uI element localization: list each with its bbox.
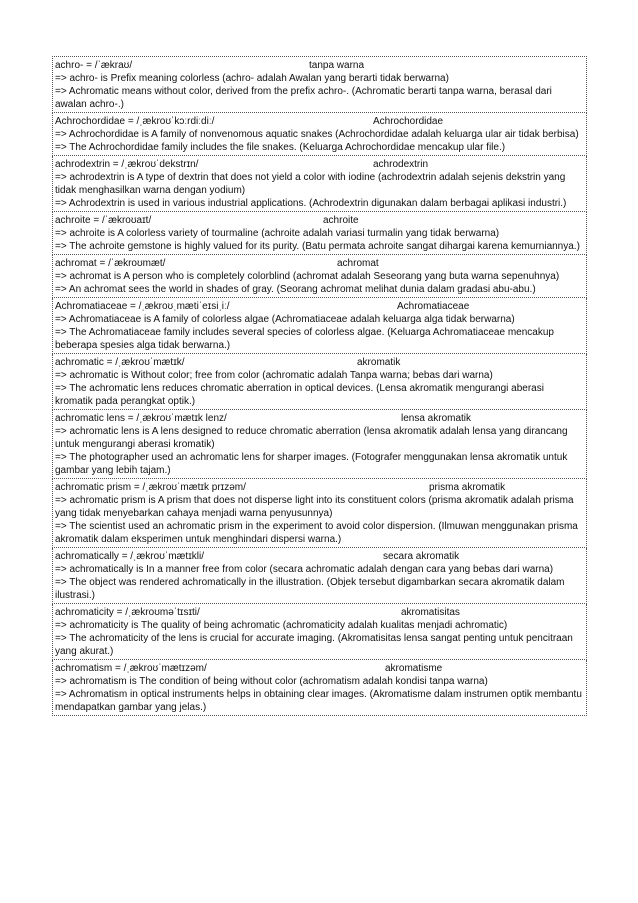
entry-example: => The achromaticity of the lens is crucial for accurate imaging. (Akromatisitas lensa sangat penting untuk pencitraan yang akurat.) — [55, 633, 573, 657]
entry-example: => The achroite gemstone is highly valued for its purity. (Batu permata achroite sangat dihargai karena kemurniannya.) — [55, 241, 580, 252]
entry-term: achromaticity = /ˌækroʊməˈtɪsɪti/ — [55, 607, 200, 618]
entry-translation: Achromatiaceae — [397, 301, 470, 312]
entry-headline — [55, 606, 584, 619]
entry-example: => Achromatic means without color, derived from the prefix achro-. (Achromatic berarti tanpa warna, berasal dari awalan achro-.) — [55, 86, 552, 110]
entry-headline — [55, 356, 584, 369]
dictionary-entry — [52, 604, 587, 660]
entry-term: achromatic prism = /ˌækroʊˈmætɪk prɪzəm/ — [55, 482, 246, 493]
entry-translation: secara akromatik — [383, 551, 460, 562]
entry-example: => An achromat sees the world in shades of gray. (Seorang achromat melihat dunia dalam gradasi abu-abu.) — [55, 284, 536, 295]
entry-headline — [55, 115, 584, 128]
entry-example: => Achromatism in optical instruments helps in obtaining clear images. (Akromatisme dalam instrumen optik membantu mendapatkan gambar yang jelas.) — [55, 689, 582, 713]
entry-meaning: => achromatic lens is A lens designed to reduce chromatic aberration (lensa akromatik adalah lensa yang dirancang untuk mengurangi aberasi kromatik) — [55, 426, 568, 450]
entry-meaning: => achroite is A colorless variety of tourmaline (achroite adalah variasi turmalin yang tidak berwarna) — [55, 228, 500, 239]
entry-example: => The achromatic lens reduces chromatic aberration in optical devices. (Lensa akromatik mengurangi aberasi kromatik pada perangkat optik.) — [55, 383, 544, 407]
entry-example: => The Achrochordidae family includes the file snakes. (Keluarga Achrochordidae mencakup ular file.) — [55, 142, 506, 153]
entry-translation: achroite — [323, 215, 359, 226]
entry-meaning: => Achromatiaceae is A family of colorless algae (Achromatiaceae adalah keluarga alga tidak berwarna) — [55, 314, 515, 325]
entry-headline — [55, 300, 584, 313]
dictionary-entry — [52, 255, 587, 298]
entry-translation: tanpa warna — [309, 60, 365, 71]
entry-term: achromatism = /ˌækroʊˈmætɪzəm/ — [55, 663, 207, 674]
entry-example: => The photographer used an achromatic lens for sharper images. (Fotografer menggunakan lensa akromatik untuk gambar yang lebih tajam.) — [55, 452, 568, 476]
dictionary-entry — [52, 479, 587, 548]
entry-meaning: => achrodextrin is A type of dextrin that does not yield a color with iodine (achrodextrin adalah sejenis dekstrin yang tidak menghasilkan warna dengan yodium) — [55, 172, 566, 196]
entry-headline — [55, 550, 584, 563]
dictionary-entry — [52, 354, 587, 410]
entry-headline — [55, 158, 584, 171]
entry-translation: akromatisitas — [401, 607, 460, 618]
entry-translation: achrodextrin — [373, 159, 429, 170]
entry-translation: akromatik — [357, 357, 401, 368]
dictionary-entry — [52, 156, 587, 212]
dictionary-entry — [52, 56, 587, 113]
entry-translation: Achrochordidae — [373, 116, 444, 127]
entry-headline — [55, 412, 584, 425]
entry-example: => The scientist used an achromatic prism in the experiment to avoid color dispersion. (Ilmuwan menggunakan prisma akromatik dalam eksperimen untuk menghindari dispersi warna.) — [55, 521, 578, 545]
dictionary-page — [52, 56, 587, 716]
entry-meaning: => achromatic prism is A prism that does not disperse light into its constituent colors (prisma akromatik adalah prisma yang tidak menyebarkan cahaya menjadi warna penyusunnya) — [55, 495, 574, 519]
entry-translation: achromat — [337, 258, 379, 269]
entry-translation: prisma akromatik — [429, 482, 506, 493]
entry-term: achromat = /ˈækroʊmæt/ — [55, 258, 166, 269]
entry-headline — [55, 214, 584, 227]
entry-term: achromatically = /ˌækroʊˈmætɪkli/ — [55, 551, 204, 562]
entry-example: => The object was rendered achromatically in the illustration. (Objek tersebut digambarkan secara akromatik dalam ilustrasi.) — [55, 577, 565, 601]
entry-meaning: => achromat is A person who is completely colorblind (achromat adalah Seseorang yang buta warna sepenuhnya) — [55, 271, 560, 282]
entry-headline — [55, 481, 584, 494]
entry-term: Achrochordidae = /ˌækroʊˈkɔːrdiːdiː/ — [55, 116, 215, 127]
entry-headline — [55, 257, 584, 270]
entry-term: achro- = /ˈækraʊ/ — [55, 60, 133, 71]
entry-term: achrodextrin = /ˌækroʊˈdekstrɪn/ — [55, 159, 199, 170]
entry-term: Achromatiaceae = /ˌækroʊˌmætiˈeɪsiˌiː/ — [55, 301, 230, 312]
entry-meaning: => achromatically is In a manner free from color (secara achromatic adalah dengan cara yang bebas dari warna) — [55, 564, 554, 575]
entry-translation: lensa akromatik — [401, 413, 472, 424]
entry-term: achromatic = /ˌækroʊˈmætɪk/ — [55, 357, 185, 368]
dictionary-entry — [52, 212, 587, 255]
entry-meaning: => achro- is Prefix meaning colorless (achro- adalah Awalan yang berarti tidak berwarna) — [55, 73, 449, 84]
entry-meaning: => achromatism is The condition of being without color (achromatism adalah kondisi tanpa warna) — [55, 676, 488, 687]
entry-example: => Achrodextrin is used in various industrial applications. (Achrodextrin digunakan dalam berbagai aplikasi industri.) — [55, 198, 567, 209]
dictionary-entry — [52, 660, 587, 716]
dictionary-entry — [52, 410, 587, 479]
dictionary-entry — [52, 113, 587, 156]
entry-headline — [55, 59, 584, 72]
entry-term: achromatic lens = /ˌækroʊˈmætɪk lenz/ — [55, 413, 227, 424]
entry-headline — [55, 662, 584, 675]
entry-example: => The Achromatiaceae family includes several species of colorless algae. (Keluarga Achromatiaceae mencakup beberapa spesies alga tidak berwarna.) — [55, 327, 554, 351]
dictionary-entry — [52, 298, 587, 354]
entry-meaning: => achromatic is Without color; free from color (achromatic adalah Tanpa warna; bebas dari warna) — [55, 370, 493, 381]
entry-translation: akromatisme — [385, 663, 443, 674]
dictionary-entry — [52, 548, 587, 604]
entry-meaning: => achromaticity is The quality of being achromatic (achromaticity adalah kualitas menjadi achromatic) — [55, 620, 508, 631]
entry-term: achroite = /ˈækroʊaɪt/ — [55, 215, 152, 226]
entry-meaning: => Achrochordidae is A family of nonvenomous aquatic snakes (Achrochordidae adalah keluarga ular air tidak berbisa) — [55, 129, 579, 140]
